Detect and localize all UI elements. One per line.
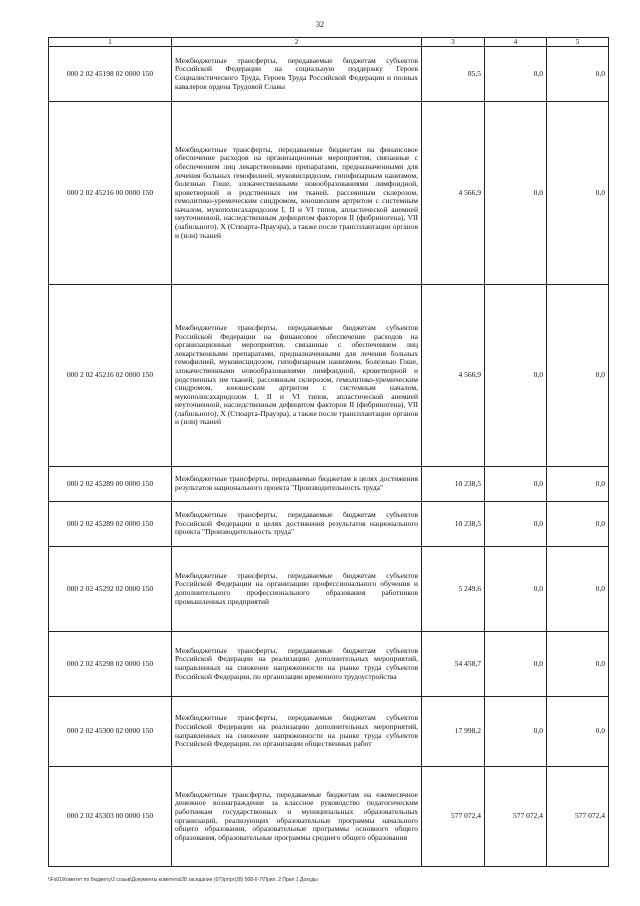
table-row — [49, 502, 609, 547]
file-path-footer: \\Fs01\Комитет по бюджету\2 созыв\Документы комитета\28 заседание (07)\pr\pr(28) 508-II-7\Прил. 2 Прил 1 Доходы — [48, 877, 318, 883]
value-col5: 0,0 — [547, 502, 609, 547]
row-description: Межбюджетные трансферты, передаваемые бюджетам в целях достижения результатов национального проекта "Производительность труда" — [172, 467, 422, 502]
budget-code: 000 2 02 45298 02 0000 150 — [49, 632, 172, 697]
value-col5: 0,0 — [547, 632, 609, 697]
value-col5: 0,0 — [547, 547, 609, 632]
column-header-5: 5 — [547, 38, 609, 47]
value-col3: 5 249,6 — [422, 547, 485, 632]
row-description: Межбюджетные трансферты, передаваемые бюджетам субъектов Российской Федерации на организацию профессионального обучения и дополнительного профессионального образования работников промышленных предприятий — [172, 547, 422, 632]
value-col3: 4 566,9 — [422, 285, 485, 467]
value-col5: 0,0 — [547, 102, 609, 285]
table-row — [49, 697, 609, 767]
row-description: Межбюджетные трансферты, передаваемые бюджетам субъектов Российской Федерации на реализацию дополнительных мероприятий, направленных на снижение напряженности на рынке труда субъектов Российской Федерации, по организации общественных работ — [172, 697, 422, 767]
column-header-1: 1 — [49, 38, 172, 47]
table-row — [49, 767, 609, 867]
table-row — [49, 47, 609, 102]
budget-code: 000 2 02 45303 00 0000 150 — [49, 767, 172, 867]
budget-code: 000 2 02 45198 02 0000 150 — [49, 47, 172, 102]
value-col3: 17 998,2 — [422, 697, 485, 767]
value-col4: 0,0 — [485, 502, 547, 547]
table-row — [49, 632, 609, 697]
budget-code: 000 2 02 45292 02 0000 150 — [49, 547, 172, 632]
column-header-3: 3 — [422, 38, 485, 47]
value-col4: 0,0 — [485, 547, 547, 632]
value-col3: 4 566,9 — [422, 102, 485, 285]
value-col3: 54 458,7 — [422, 632, 485, 697]
revenue-table — [48, 37, 609, 867]
value-col4: 0,0 — [485, 47, 547, 102]
table-row — [49, 285, 609, 467]
value-col5: 0,0 — [547, 285, 609, 467]
value-col4: 0,0 — [485, 102, 547, 285]
value-col4: 0,0 — [485, 632, 547, 697]
row-description: Межбюджетные трансферты, передаваемые бюджетам субъектов Российской Федерации в целях достижения результатов национального проекта "Производительность труда" — [172, 502, 422, 547]
budget-code: 000 2 02 45300 02 0000 150 — [49, 697, 172, 767]
page-number: 32 — [316, 20, 324, 29]
row-description: Межбюджетные трансферты, передаваемые бюджетам на финансовое обеспечение расходов на организационные мероприятия, связанные с обеспечением лиц лекарственными препаратами, предназначенными для лечения больных гемофилией, муковисцидозом, гипофизарным нанизмом, болезнью Гоше, злокачественными новообразованиями лимфоидной, кроветворной и родственных им тканей, рассеянным склерозом, гемолитико-уремическим синдромом, юношеским артритом с системным началом, мукополисахаридозом I, II и VI типов, апластической анемией неуточненной, наследственным дефицитом факторов II (фибриногена), VII (лабильного), X (Стюарта-Прауэра), а также после трансплантации органов и (или) тканей — [172, 102, 422, 285]
value-col3: 10 238,5 — [422, 502, 485, 547]
budget-code: 000 2 02 45289 02 0000 150 — [49, 502, 172, 547]
table-row — [49, 547, 609, 632]
row-description: Межбюджетные трансферты, передаваемые бюджетам субъектов Российской Федерации на финансовое обеспечение расходов на организационные мероприятия, связанные с обеспечением лиц лекарственными препаратами, предназначенными для лечения больных гемофилией, муковисцидозом, гипофизарным нанизмом, болезнью Гоше, злокачественными новообразованиями лимфоидной, кроветворной и родственных им тканей, рассеянным склерозом, гемолитико-уремическим синдромом, юношеским артритом с системным началом, мукополисахаридозом I, II и VI типов, апластической анемией неуточненной, наследственным дефицитом факторов II (фибриногена), VII (лабильного), X (Стюарта-Прауэра), а также после трансплантации органов и (или) тканей — [172, 285, 422, 467]
value-col3: 85,5 — [422, 47, 485, 102]
value-col5: 0,0 — [547, 47, 609, 102]
value-col5: 0,0 — [547, 697, 609, 767]
row-description: Межбюджетные трансферты, передаваемые бюджетам на ежемесячное денежное вознаграждение за классное руководство педагогическим работникам государственных и муниципальных образовательных организаций, реализующих образовательные программы начального общего образования, образовательные программы основного общего образования, образовательные программы среднего общего образования — [172, 767, 422, 867]
budget-code: 000 2 02 45216 00 0000 150 — [49, 102, 172, 285]
value-col4: 0,0 — [485, 467, 547, 502]
value-col4: 0,0 — [485, 285, 547, 467]
column-header-2: 2 — [172, 38, 422, 47]
budget-code: 000 2 02 45289 00 0000 150 — [49, 467, 172, 502]
row-description: Межбюджетные трансферты, передаваемые бюджетам субъектов Российской Федерации на реализацию дополнительных мероприятий, направленных на снижение напряженности на рынке труда субъектов Российской Федерации, по организации временного трудоустройства — [172, 632, 422, 697]
value-col3: 577 072,4 — [422, 767, 485, 867]
table-row — [49, 102, 609, 285]
column-number-row — [49, 38, 609, 47]
table-row — [49, 467, 609, 502]
value-col5: 577 072,4 — [547, 767, 609, 867]
value-col4: 0,0 — [485, 697, 547, 767]
value-col3: 10 238,5 — [422, 467, 485, 502]
row-description: Межбюджетные трансферты, передаваемые бюджетам субъектов Российской Федерации на социальную поддержку Героев Социалистического Труда, Героев Труда Российской Федерации и полных кавалеров ордена Трудовой Славы — [172, 47, 422, 102]
budget-code: 000 2 02 45216 02 0000 150 — [49, 285, 172, 467]
value-col5: 0,0 — [547, 467, 609, 502]
value-col4: 577 072,4 — [485, 767, 547, 867]
column-header-4: 4 — [485, 38, 547, 47]
